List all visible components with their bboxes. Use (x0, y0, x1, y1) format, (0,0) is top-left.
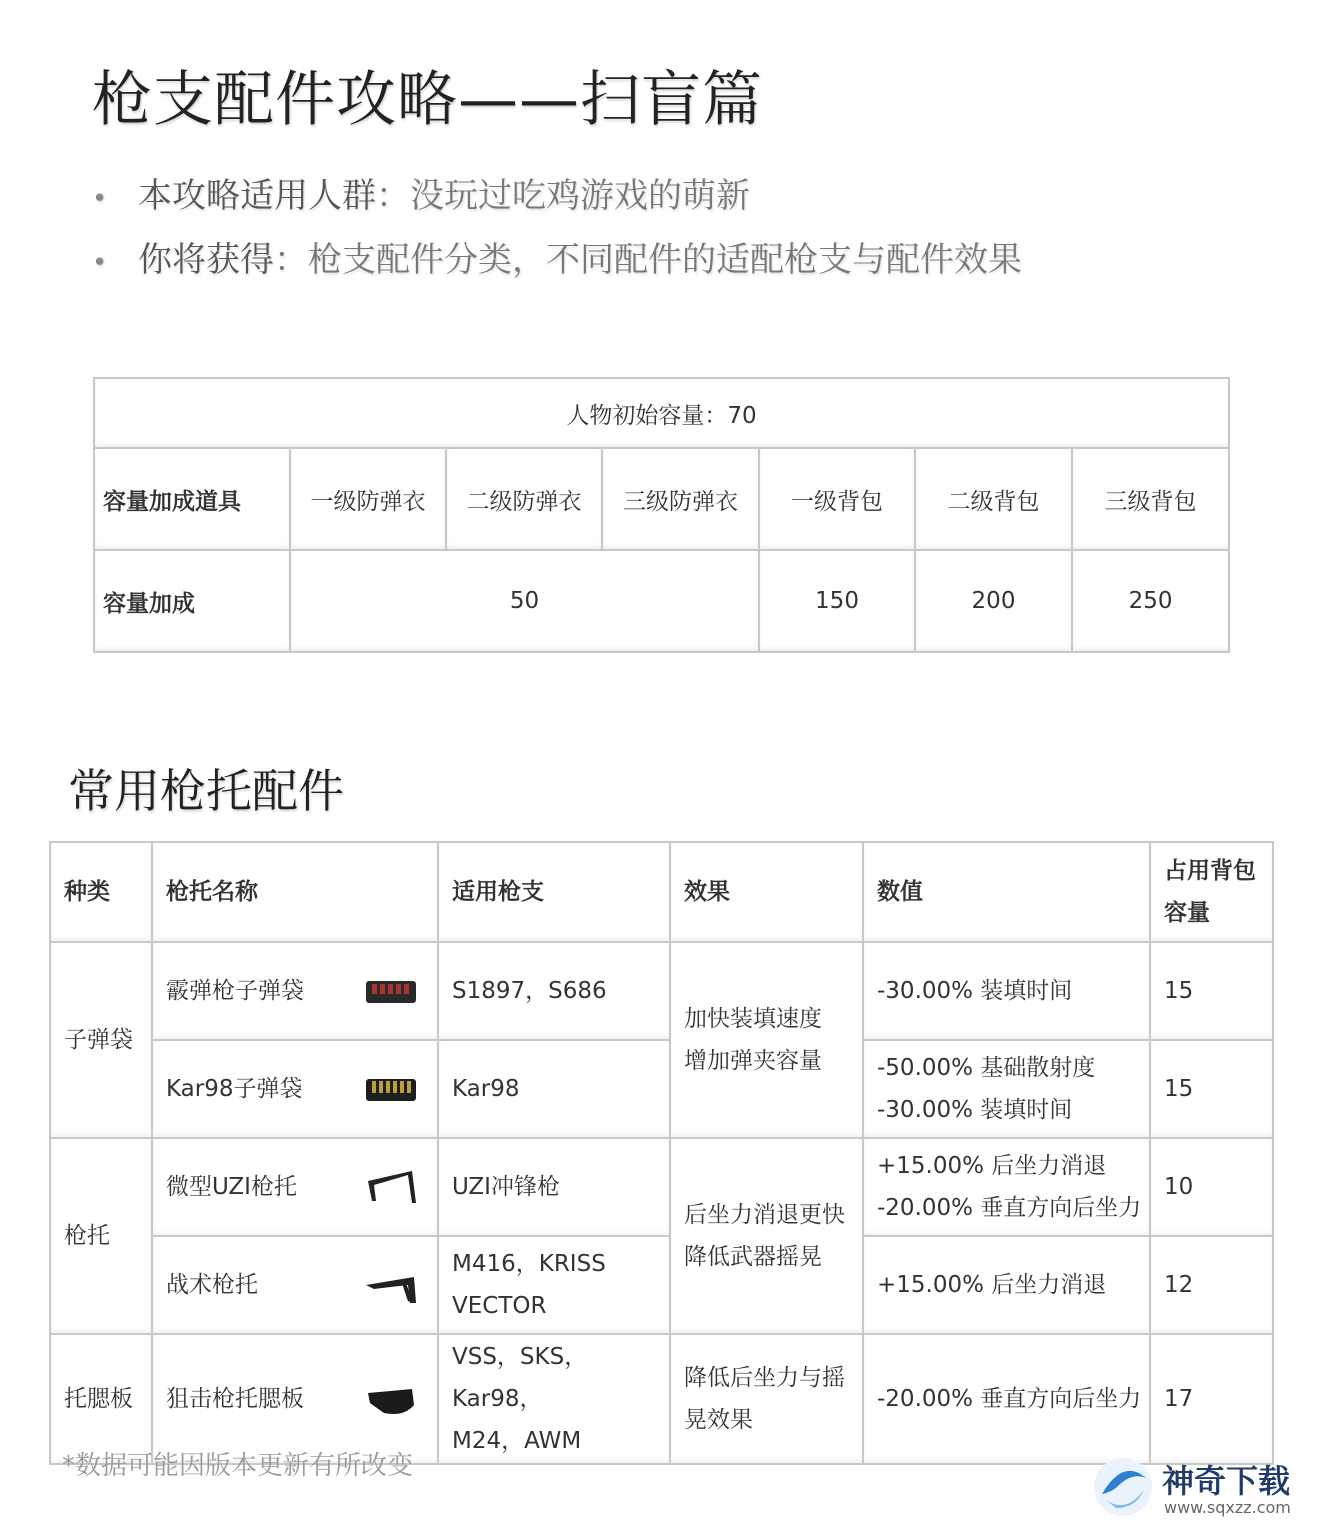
col-header-guns: 适用枪支 (438, 842, 670, 942)
page-title: 枪支配件攻略——扫盲篇 (92, 65, 763, 135)
shotgun-shell-pouch-icon (364, 971, 418, 1011)
bonus-backpack-1: 150 (759, 550, 915, 652)
kar98-bullet-loop-icon (364, 1069, 418, 1109)
item-vest-1: 一级防弹衣 (290, 448, 446, 550)
bullet-text: 枪支配件分类，不同配件的适配枪支与配件效果 (308, 240, 1022, 280)
guns-cell: VSS，SKS，Kar98， M24，AWM (438, 1334, 670, 1464)
table-row (50, 1138, 1273, 1236)
stock-name: 战术枪托 (166, 1272, 258, 1298)
item-vest-2: 二级防弹衣 (446, 448, 602, 550)
stock-name-cell (152, 1040, 438, 1138)
stock-name: Kar98子弹袋 (166, 1076, 303, 1102)
capacity-cell: 12 (1150, 1236, 1273, 1334)
guns-cell: M416，KRISS VECTOR (438, 1236, 670, 1334)
category-cell: 子弹袋 (50, 942, 152, 1138)
effect-cell: 后坐力消退更快 降低武器摇晃 (670, 1138, 863, 1334)
intro-bullet-list (92, 170, 1022, 298)
stock-name-cell (152, 942, 438, 1040)
stock-name-cell (152, 1138, 438, 1236)
capacity-cell: 10 (1150, 1138, 1273, 1236)
value-cell: -20.00% 垂直方向后坐力 (863, 1334, 1150, 1464)
table-row (50, 942, 1273, 1040)
watermark-brand: 神奇下载 (1162, 1462, 1291, 1500)
stock-name: 霰弹枪子弹袋 (166, 978, 304, 1004)
table-row (50, 1040, 1273, 1138)
category-cell: 托腮板 (50, 1334, 152, 1464)
guns-cell: S1897，S686 (438, 942, 670, 1040)
tactical-stock-icon (364, 1265, 418, 1305)
sniper-cheek-pad-icon (364, 1379, 418, 1419)
bonus-backpack-2: 200 (915, 550, 1072, 652)
bullet-sep: ： (376, 176, 410, 216)
col-header-name: 枪托名称 (152, 842, 438, 942)
category-cell: 枪托 (50, 1138, 152, 1334)
bonus-vest: 50 (290, 550, 759, 652)
stock-table (49, 841, 1274, 1465)
micro-uzi-stock-icon (364, 1167, 418, 1207)
bullet-dot-icon: • (92, 248, 108, 278)
bullet-audience (92, 170, 1022, 234)
value-cell: -30.00% 装填时间 (863, 942, 1150, 1040)
stock-name: 微型UZI枪托 (166, 1174, 297, 1200)
stock-name: 狙击枪托腮板 (166, 1386, 304, 1412)
value-cell: +15.00% 后坐力消退 (863, 1236, 1150, 1334)
section-title: 常用枪托配件 (68, 764, 344, 818)
capacity-table (93, 377, 1230, 653)
col-header-category: 种类 (50, 842, 152, 942)
guns-cell: UZI冲锋枪 (438, 1138, 670, 1236)
bullet-gains (92, 234, 1022, 298)
bullet-sep: ： (274, 240, 308, 280)
bullet-dot-icon: • (92, 184, 108, 214)
item-backpack-2: 二级背包 (915, 448, 1072, 550)
bullet-text: 没玩过吃鸡游戏的萌新 (410, 176, 750, 216)
capacity-cell: 15 (1150, 1040, 1273, 1138)
bonus-backpack-3: 250 (1072, 550, 1229, 652)
stock-name-cell (152, 1236, 438, 1334)
bullet-key: 本攻略适用人群 (138, 176, 376, 216)
col-header-value: 数值 (863, 842, 1150, 942)
effect-cell: 加快装填速度 增加弹夹容量 (670, 942, 863, 1138)
item-backpack-1: 一级背包 (759, 448, 915, 550)
watermark-logo (1092, 1456, 1312, 1522)
item-backpack-3: 三级背包 (1072, 448, 1229, 550)
value-cell: +15.00% 后坐力消退 -20.00% 垂直方向后坐力 (863, 1138, 1150, 1236)
col-header-capacity: 占用背包容量 (1150, 842, 1273, 942)
capacity-cell: 15 (1150, 942, 1273, 1040)
capacity-cell: 17 (1150, 1334, 1273, 1464)
capacity-bonus-label: 容量加成 (94, 550, 290, 652)
footnote: *数据可能因版本更新有所改变 (62, 1451, 414, 1481)
watermark-url: www.sqxzz.com (1164, 1498, 1291, 1517)
item-vest-3: 三级防弹衣 (602, 448, 759, 550)
sqxzz-logo-icon (1092, 1456, 1154, 1518)
col-header-effect: 效果 (670, 842, 863, 942)
value-cell: -50.00% 基础散射度 -30.00% 装填时间 (863, 1040, 1150, 1138)
capacity-header: 人物初始容量：70 (94, 378, 1229, 448)
table-row (50, 1236, 1273, 1334)
guns-cell: Kar98 (438, 1040, 670, 1138)
capacity-item-label: 容量加成道具 (94, 448, 290, 550)
effect-cell: 降低后坐力与摇 晃效果 (670, 1334, 863, 1464)
bullet-key: 你将获得 (138, 240, 274, 280)
